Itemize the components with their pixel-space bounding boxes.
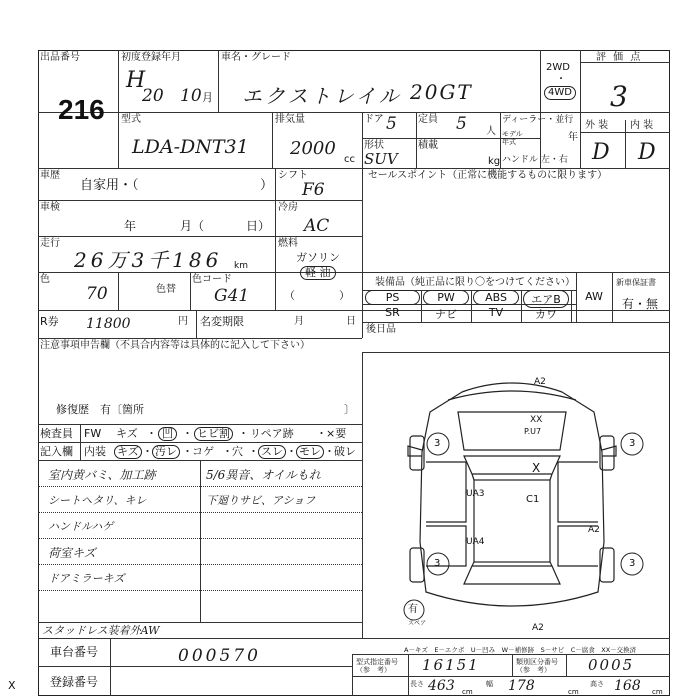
divider [196, 310, 197, 338]
fuel-label: 燃料 [278, 238, 298, 249]
divider [190, 272, 191, 310]
first-reg-month: 10 [180, 86, 202, 106]
diag-mark-door-l2: UA4 [466, 537, 485, 547]
diag-mark-front: A2 [534, 377, 546, 387]
divider [566, 654, 567, 676]
model-grade: 20GT [410, 80, 473, 104]
fw-sep: ・ [146, 427, 157, 440]
divider [38, 564, 362, 565]
divider [38, 638, 670, 639]
deadline-day: 日 [346, 316, 356, 327]
diag-mark-roof: C1 [526, 494, 540, 505]
doors-label: ドア [364, 114, 384, 125]
divider [540, 50, 541, 168]
model-code-value: LDA-DNT31 [132, 136, 249, 158]
fw-crack: ヒビ割 [194, 427, 233, 441]
deadline-label: 名変期限 [200, 315, 244, 328]
divider [362, 112, 363, 168]
usage-value: 自家用・（ [80, 178, 139, 193]
inspection-label: 車検 [40, 202, 60, 213]
divider [352, 654, 353, 696]
car-diagram [362, 352, 670, 642]
usage-close: ） [260, 178, 274, 193]
capacity-unit: 人 [486, 126, 496, 137]
chassis-label: 車台番号 [50, 645, 99, 659]
divider [38, 236, 362, 237]
inspection-month: 月（ [180, 219, 205, 233]
equip-navi: ナビ [435, 308, 457, 321]
body-form-value: SUV [364, 150, 398, 168]
diag-mark-door-l1: UA3 [466, 489, 485, 499]
inspection-day: 日） [246, 219, 271, 233]
divider [580, 50, 581, 168]
repair-bracket: 〕 [344, 403, 355, 416]
divider [471, 290, 472, 322]
diag-mark-hood: XX [530, 415, 543, 425]
equip-airbag: エアB [523, 290, 569, 308]
fw-label: FW [84, 427, 102, 440]
usage-label: 車歴 [40, 170, 60, 181]
divider [110, 638, 111, 696]
diag-tire-rl: 3 [434, 558, 441, 569]
divider [38, 424, 362, 425]
note-1: 室内黄バミ、加工跡 [48, 468, 156, 482]
width-label: 幅 [486, 680, 493, 688]
score-value: 3 [610, 80, 628, 113]
height-unit: cm [652, 688, 663, 696]
note-5: ハンドルハゲ [48, 520, 114, 533]
first-reg-year: 20 [142, 86, 164, 106]
diag-tire-rr: 3 [629, 558, 636, 569]
notes-label: 注意事項申告欄（不具合内容等は具体的に記入して下さい） [40, 340, 310, 351]
rear-seat-label: 後日品 [366, 324, 396, 335]
int-label: 内装 [84, 445, 106, 458]
first-reg-label: 初度登録年月 [121, 52, 181, 63]
height-label: 高さ [590, 680, 604, 688]
lot-label: 出品番号 [40, 52, 80, 63]
note-7: ドアミラーキズ [48, 572, 125, 585]
length-unit: cm [462, 688, 473, 696]
diag-mark-windshield: X [532, 461, 541, 475]
shift-value: F6 [302, 180, 325, 200]
int-sep: ・ [222, 445, 233, 458]
exterior-label: 外 装 [585, 120, 609, 131]
handle-label: ハンドル 左・右 [502, 155, 568, 165]
divider [38, 168, 670, 169]
divider [38, 512, 362, 513]
fuel-paren: （ ） [284, 289, 350, 302]
diag-mark-right: A2 [588, 525, 600, 535]
int-sep: ・ [142, 445, 153, 458]
mileage-label: 走行 [40, 238, 60, 249]
recycle-value: 11800 [86, 316, 131, 332]
int-hole: 穴 [232, 445, 243, 458]
height-value: 168 [614, 678, 641, 694]
int-leak: モレ [296, 445, 324, 459]
fw-replace: ×要 [326, 427, 347, 440]
divider [612, 272, 613, 322]
divider [625, 120, 626, 168]
recycle-unit: 円 [178, 316, 188, 327]
int-stain: 汚レ [152, 445, 180, 459]
first-reg-era: H [126, 68, 146, 93]
spare-note: スペア [408, 620, 427, 627]
fw-scratch: キズ [116, 427, 138, 440]
divider [38, 666, 352, 667]
model-name-value: エクストレイル [242, 84, 402, 108]
designation-label: 型式指定番号 （参 考） [356, 658, 398, 674]
width-unit: cm [568, 688, 579, 696]
category-value: 0005 [588, 656, 635, 674]
color-code-label: 色コード [192, 274, 232, 285]
divider [362, 168, 363, 338]
divider [416, 112, 417, 168]
repair-label: 修復歴 有〔箇所 [56, 403, 144, 416]
body-form-label: 形状 [364, 140, 384, 151]
load-unit: kg [488, 156, 501, 167]
doors-value: 5 [386, 114, 397, 134]
corner-mark: X [8, 679, 16, 692]
deadline-month: 月 [294, 316, 304, 327]
mileage-unit: km [234, 261, 248, 271]
equip-aw: AW [585, 290, 603, 303]
note-4: 下廻りサビ、アショフ [206, 494, 316, 507]
equip-abs: ABS [473, 290, 519, 305]
shift-label: シフト [278, 170, 308, 181]
divider [38, 200, 362, 201]
aircon-value: AC [304, 216, 330, 236]
divider [512, 654, 513, 676]
int-scratch: キズ [114, 445, 142, 459]
load-label: 積載 [418, 140, 438, 151]
divider [118, 50, 119, 168]
divider [200, 460, 201, 622]
category-label: 類別区分番号 （参 考） [516, 658, 558, 674]
int-sep: ・ [182, 445, 193, 458]
divider [352, 654, 670, 655]
note-8: スタッドレス装着外AW [42, 624, 160, 637]
fw-repair: リペア跡 [250, 427, 294, 440]
divider [421, 290, 422, 322]
divider [218, 50, 219, 112]
color-label: 色 [40, 274, 50, 285]
divider [362, 322, 670, 323]
lot-number: 216 [58, 94, 105, 125]
interior-value: D [638, 140, 656, 165]
chassis-value: 000570 [178, 646, 261, 666]
fw-sep: ・ [182, 427, 193, 440]
fuel-value: ガソリン [296, 251, 340, 264]
divider [38, 486, 362, 487]
divider [500, 112, 501, 168]
divider [80, 424, 81, 460]
drive-4wd: 4WD [544, 86, 576, 100]
mileage-value: 26万3千186 [74, 248, 223, 272]
int-sep: ・ [324, 445, 335, 458]
color-code: G41 [214, 286, 250, 306]
divider [38, 112, 670, 113]
first-reg-month-unit: 月 [202, 91, 213, 104]
int-sep: ・ [286, 445, 297, 458]
divider [571, 290, 572, 322]
score-label: 評 価 点 [596, 52, 643, 63]
capacity-label: 定員 [418, 114, 438, 125]
inspection-year: 年 [124, 219, 137, 233]
int-burn: コゲ [192, 445, 214, 458]
designation-value: 16151 [422, 656, 480, 674]
fw-sep: ・ [316, 427, 327, 440]
aircon-label: 冷房 [278, 202, 298, 213]
diag-mark-rear: A2 [532, 623, 544, 633]
spare-value: 有 [408, 604, 418, 615]
diag-tire-fl: 3 [434, 438, 441, 449]
warranty-value: 有・無 [622, 297, 659, 311]
divider [362, 272, 670, 273]
divider [272, 112, 273, 168]
divider [38, 442, 362, 443]
year-unit: 年 [568, 132, 578, 143]
registration-label: 登録番号 [50, 675, 99, 689]
drive-dot: ・ [556, 74, 566, 85]
displacement-label: 排気量 [275, 114, 305, 125]
sales-point-label: セールスポイント（正常に機能するものに限ります） [368, 170, 608, 181]
divider [118, 272, 119, 310]
warranty-label: 新車保証書 [616, 278, 656, 287]
fw-dent: 凹 [158, 427, 177, 441]
model-code-label: 型式 [121, 114, 141, 125]
diag-mark-hood-note: P.U7 [524, 427, 542, 436]
int-sep: ・ [248, 445, 259, 458]
exterior-value: D [592, 140, 610, 165]
equip-tv: TV [488, 306, 504, 319]
equip-leather: カワ [535, 308, 557, 321]
damage-legend: A－キズ E－エクボ U－凹み W－補修跡 S－サビ C－腐食 XX－交換済 [404, 646, 637, 654]
equip-ps: PS [365, 290, 420, 305]
capacity-value: 5 [456, 114, 467, 134]
divider [408, 654, 409, 696]
divider [275, 168, 276, 310]
drive-2wd: 2WD [546, 62, 570, 73]
displacement-unit: cc [344, 154, 355, 165]
fw-sep: ・ [238, 427, 249, 440]
divider [38, 538, 362, 539]
int-tear: 破レ [334, 445, 356, 458]
equip-sr: SR [385, 306, 400, 319]
equipment-label: 装備品（純正品に限り〇をつけてください） [375, 277, 575, 288]
int-wear: スレ [258, 445, 286, 459]
diag-tire-fr: 3 [629, 438, 636, 449]
inspector-entry-label: 記入欄 [40, 445, 73, 458]
displacement-value: 2000 [290, 138, 336, 159]
length-label: 長さ [410, 680, 424, 688]
divider [38, 590, 362, 591]
divider [521, 290, 522, 322]
note-3: シートヘタリ、キレ [48, 494, 147, 507]
note-2: 5/6異音、オイルもれ [206, 468, 321, 482]
color-change-label: 色替 [156, 284, 176, 295]
length-value: 463 [428, 678, 455, 694]
divider [38, 338, 362, 339]
equip-pw: PW [423, 290, 469, 305]
model-year-label: モデル 年式 [502, 130, 523, 146]
width-value: 178 [508, 678, 535, 694]
inspector-label: 検査員 [40, 427, 73, 440]
dealer-label: ディーラー・並行 [502, 115, 574, 125]
fuel-alt: 軽 油 [300, 266, 336, 280]
note-6: 荷室キズ [48, 546, 96, 560]
interior-label: 内 装 [630, 120, 654, 131]
divider [352, 676, 670, 677]
model-name-label: 車名・グレード [221, 52, 291, 63]
recycle-label: R券 [40, 315, 59, 328]
color-value: 70 [86, 284, 108, 304]
